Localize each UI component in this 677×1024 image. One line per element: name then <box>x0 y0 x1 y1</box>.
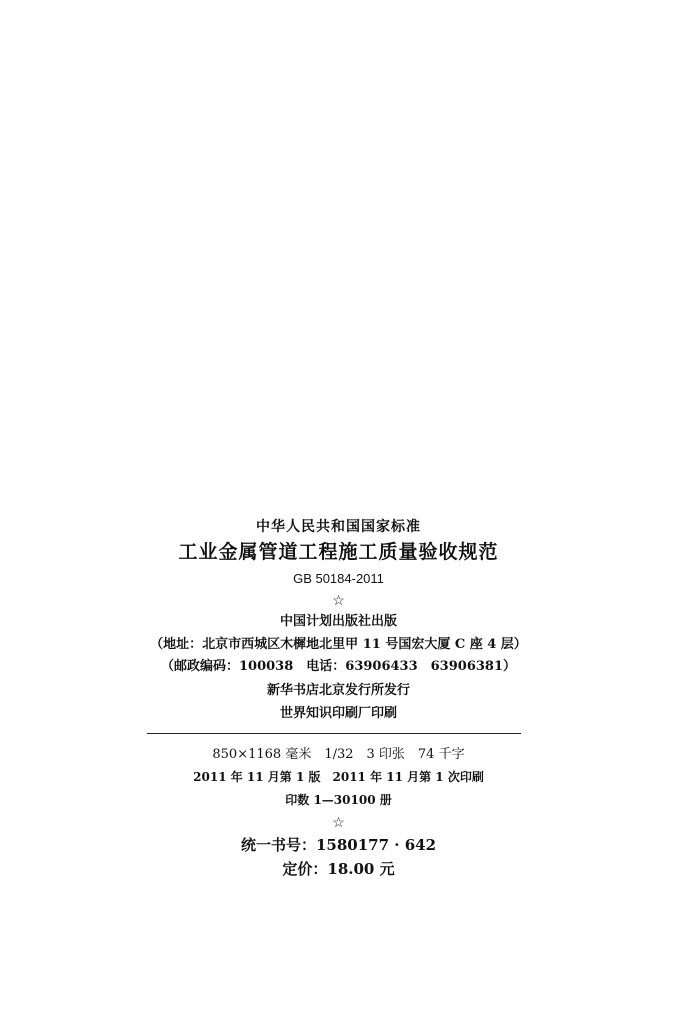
standard-series-label: 中华人民共和国国家标准 <box>256 519 421 535</box>
star-icon: ☆ <box>332 815 345 831</box>
standard-code: GB 50184-2011 <box>293 571 384 586</box>
unified-book-number: 统一书号：1580177 · 642 <box>240 836 437 854</box>
distributor-line: 新华书店北京发行所发行 <box>266 683 410 698</box>
printer-line: 世界知识印刷厂印刷 <box>279 706 397 721</box>
publisher-line: 中国计划出版社出版 <box>279 614 397 629</box>
print-run-line: 印数 1—30100 册 <box>285 793 392 807</box>
star-icon: ☆ <box>332 593 345 609</box>
publisher-address: （地址：北京市西城区木樨地北里甲 11 号国宏大厦 C 座 4 层） <box>150 637 527 652</box>
divider-rule <box>147 733 521 734</box>
price-line: 定价：18.00 元 <box>282 860 395 878</box>
postal-phone-line: （邮政编码：100038 电话：63906433 63906381） <box>161 659 516 674</box>
format-specs: 850×1168 毫米 1/32 3 印张 74 千字 <box>212 747 465 762</box>
document-title: 工业金属管道工程施工质量验收规范 <box>178 541 499 563</box>
edition-line: 2011 年 11 月第 1 版 2011 年 11 月第 1 次印刷 <box>193 770 484 784</box>
